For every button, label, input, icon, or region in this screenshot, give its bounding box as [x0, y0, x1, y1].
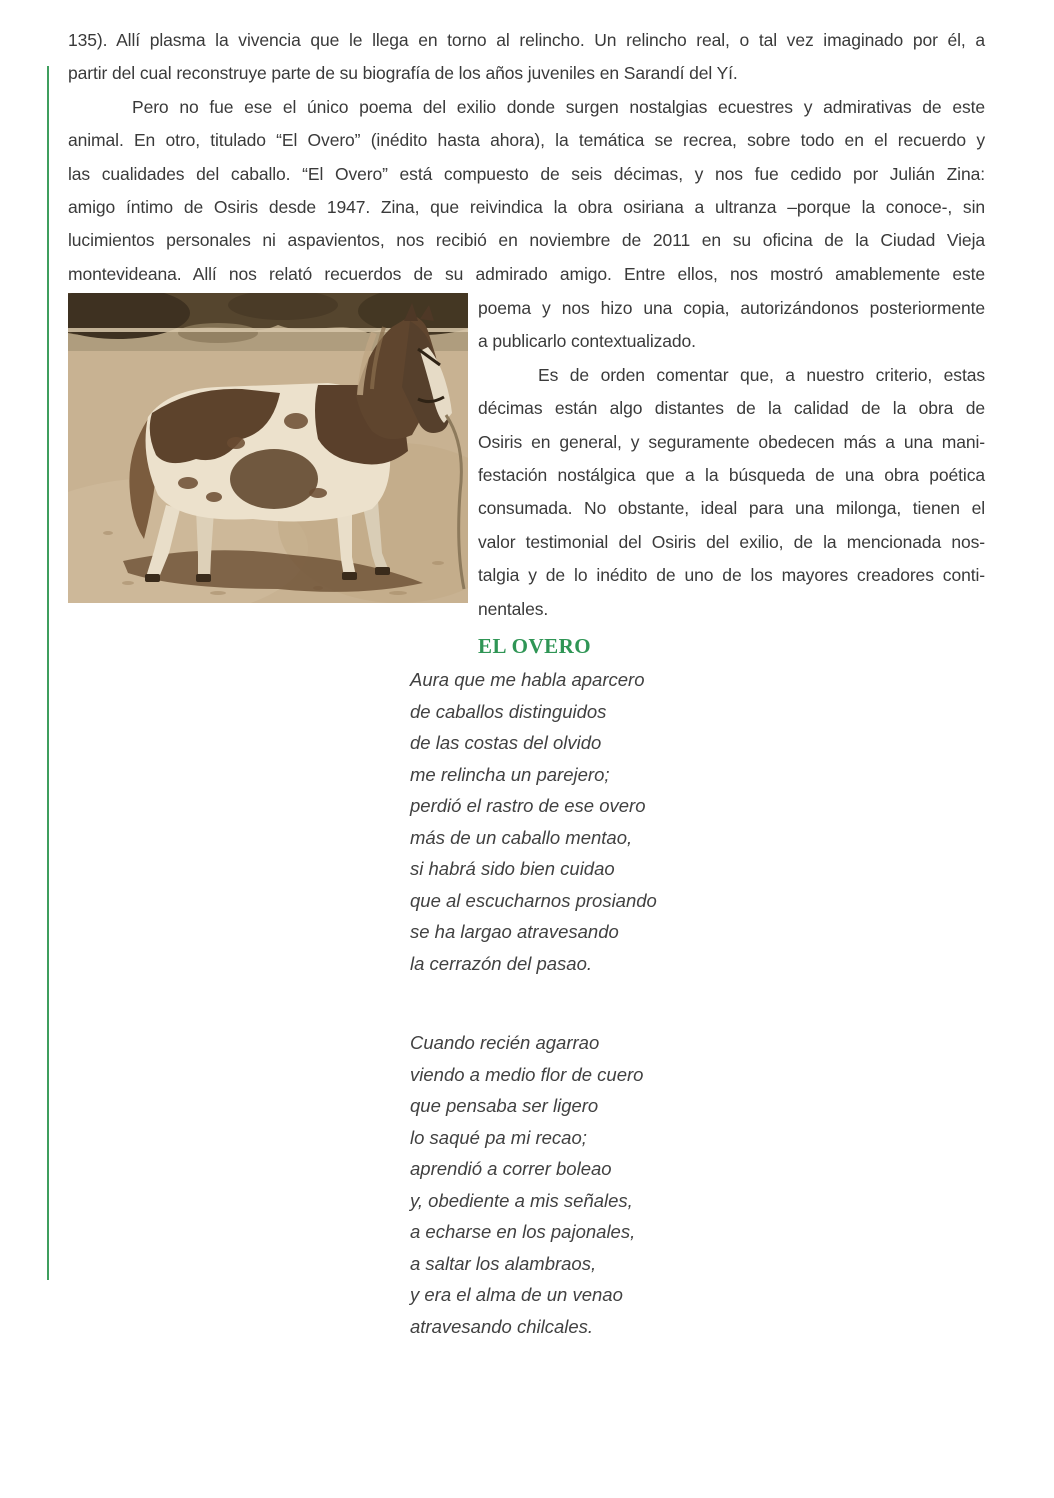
left-margin-rule — [47, 66, 49, 1280]
poem-line: se ha largao atravesando — [410, 921, 619, 942]
poem-line: me relincha un parejero; — [410, 763, 610, 785]
poem-line: a echarse en los pajonales, — [410, 1221, 636, 1242]
poem-line: Cuando recién agarrao — [410, 1032, 600, 1053]
text-line: valor testimonial del Osiris del exilio, de la mencionada nos- — [478, 531, 985, 552]
text-line: lucimientos personales ni aspavientos, nos recibió en noviembre de 2011 en su oficina de la Ciudad Vieja — [68, 230, 985, 251]
poem-stanza-1 — [410, 664, 830, 979]
text-line: festación nostálgica que a la búsqueda de una obra poética — [478, 464, 985, 485]
text-line: animal. En otro, titulado “El Overo” (inédito hasta ahora), la temática se recrea, sobre todo en el recuerdo y — [68, 130, 985, 151]
poem-line: lo saqué pa mi recao; — [410, 1126, 587, 1148]
poem-line: que pensaba ser ligero — [410, 1095, 599, 1116]
poem-line: y era el alma de un venao — [410, 1284, 623, 1305]
text-line: las cualidades del caballo. “El Overo” está compuesto de seis décimas, y nos fue cedido por Julián Zina: — [68, 163, 985, 184]
horse-photo — [68, 293, 468, 603]
horse-photo-illustration — [68, 293, 468, 603]
poem-line: si habrá sido bien cuidao — [410, 858, 615, 879]
text-line: partir del cual reconstruye parte de su biografía de los años juveniles en Sarandí del Yí. — [68, 63, 738, 84]
poem-line: viendo a medio flor de cuero — [410, 1063, 644, 1085]
text-line: poema y nos hizo una copia, autorizándonos posteriormente — [478, 298, 985, 318]
poem-line: que al escucharnos prosiando — [410, 889, 657, 911]
poem-body — [410, 664, 830, 1342]
text-line: consumada. No obstante, ideal para una milonga, tienen el — [478, 498, 985, 519]
text-line: Es de orden comentar que, a nuestro criterio, estas — [538, 364, 985, 385]
text-line: talgia y de lo inédito de uno de los mayores creadores conti- — [478, 565, 985, 586]
text-line: 135). Allí plasma la vivencia que le llega en torno al relincho. Un relincho real, o tal vez imaginado por él, a — [68, 30, 985, 50]
poem-line: de caballos distinguidos — [410, 700, 607, 722]
poem-line: más de un caballo mentao, — [410, 826, 633, 848]
wrap-text-column — [478, 292, 985, 626]
poem-line: y, obediente a mis señales, — [410, 1189, 633, 1211]
poem-line: perdió el rastro de ese overo — [410, 795, 646, 816]
poem-line: de las costas del olvido — [410, 732, 602, 753]
text-line: décimas están algo distantes de la calidad de la obra de — [478, 398, 985, 419]
poem-line: la cerrazón del pasao. — [410, 952, 593, 974]
poem-line: Aura que me habla aparcero — [410, 669, 645, 690]
poem-line: atravesando chilcales. — [410, 1315, 594, 1337]
text-line: amigo íntimo de Osiris desde 1947. Zina, que reivindica la obra osiriana a ultranza –porque la conoce-, sin — [68, 196, 985, 217]
text-line: a publicarlo contextualizado. — [478, 331, 696, 352]
text-line: Osiris en general, y seguramente obedecen más a una mani- — [478, 431, 985, 452]
stanza-gap — [410, 979, 830, 1027]
text-line: montevideana. Allí nos relató recuerdos de su admirado amigo. Entre ellos, nos mostró amablemente este — [68, 263, 985, 284]
poem-stanza-2 — [410, 1027, 830, 1342]
poem-line: a saltar los alambraos, — [410, 1252, 597, 1274]
poem-line: aprendió a correr boleao — [410, 1158, 612, 1179]
text-line: Pero no fue ese el único poema del exilio donde surgen nostalgias ecuestres y admirativas de este — [132, 96, 985, 117]
poem-title: EL OVERO — [478, 634, 592, 658]
text-line: nentales. — [478, 598, 549, 619]
intro-paragraphs — [68, 24, 985, 291]
